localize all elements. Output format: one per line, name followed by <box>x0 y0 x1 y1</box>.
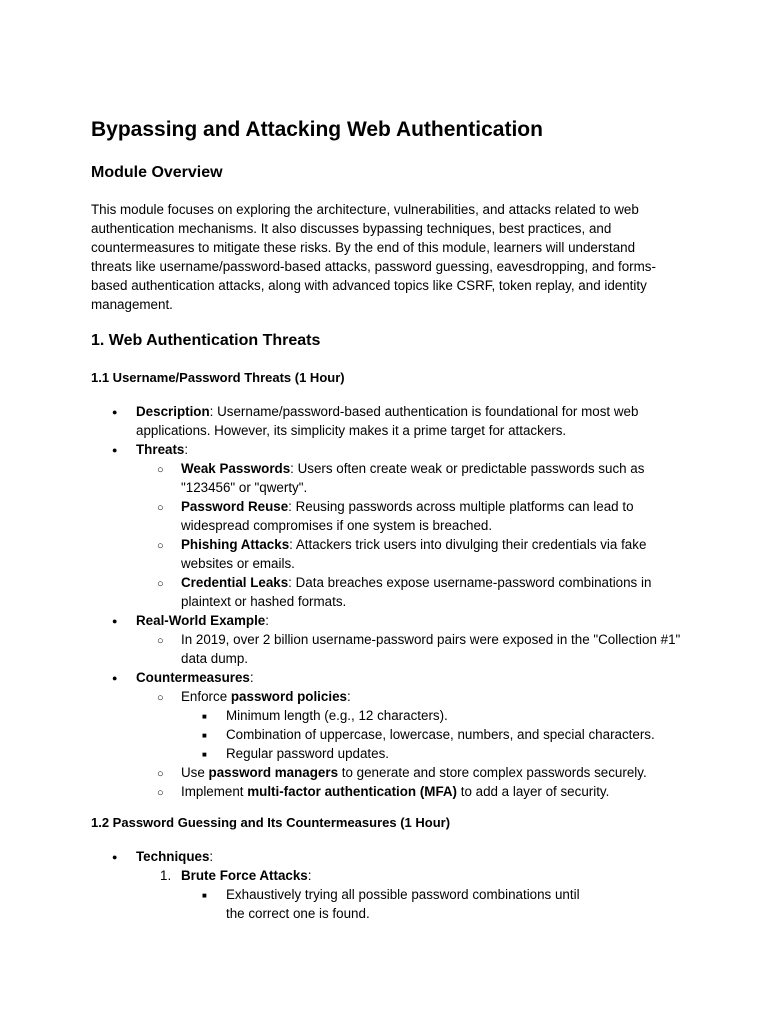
square-bullet-icon <box>202 744 207 765</box>
circle-bullet-icon <box>157 535 164 556</box>
list-item-brute-force: 1. Brute Force Attacks: <box>160 868 312 883</box>
square-bullet-icon <box>202 706 207 727</box>
list-item-policy: ■ Minimum length (e.g., 12 characters). <box>91 706 691 725</box>
list-item-description <box>91 402 691 440</box>
brute-force-label: Brute Force Attacks <box>181 868 308 883</box>
module-overview-heading: Module Overview <box>91 164 223 181</box>
circle-bullet-icon <box>157 630 164 651</box>
threat-text: : Data breaches expose username-password combinations in plaintext or hashed formats. <box>181 575 652 609</box>
countermeasures-label: Countermeasures <box>136 670 250 685</box>
circle-bullet-icon <box>157 497 164 518</box>
list-item-policy: ■ Combination of uppercase, lowercase, numbers, and special characters. <box>91 725 691 744</box>
document-title: Bypassing and Attacking Web Authentication <box>91 118 543 141</box>
circle-bullet-icon <box>157 782 164 803</box>
threats-label: Threats <box>136 442 185 457</box>
list-item-threats: ● Threats: <box>91 440 691 459</box>
threat-text: : Attackers trick users into divulging their credentials via fake websites or emails. <box>181 537 647 571</box>
threat-label: Credential Leaks <box>181 575 289 590</box>
list-item-threat <box>91 497 691 535</box>
bullet-icon <box>112 440 117 461</box>
circle-bullet-icon <box>157 763 164 784</box>
example-text: In 2019, over 2 billion username-password pairs were exposed in the "Collection #1" data dump. <box>181 632 681 666</box>
list-item-brute-force-detail: ■ Exhaustively trying all possible password combinations until the correct one is found. <box>91 885 691 923</box>
bullet-icon <box>112 847 117 868</box>
threat-text: : Users often create weak or predictable passwords such as "123456" or "qwerty". <box>181 461 645 495</box>
square-bullet-icon <box>202 725 207 746</box>
circle-bullet-icon <box>157 573 164 594</box>
module-overview-text: This module focuses on exploring the architecture, vulnerabilities, and attacks related to web authentication mechanisms. It also discusses bypassing techniques, best practices, and countermeasures to mitigate these risks. By the end of this module, learners will understand threats like username/password-based attacks, password guessing, eavesdropping, and forms-based authentication attacks, along with advanced topics like CSRF, token replay, and identity management. <box>91 202 656 312</box>
threat-label: Weak Passwords <box>181 461 291 476</box>
list-item-enforce: ○ Enforce password policies: <box>91 687 691 706</box>
subsection-1-2-heading: 1.2 Password Guessing and Its Countermeasures (1 Hour) <box>91 815 451 830</box>
list-item-policy: ■ Regular password updates. <box>91 744 691 763</box>
threat-label: Password Reuse <box>181 499 289 514</box>
threat-text: : Reusing passwords across multiple platforms can lead to widespread compromises if one system is breached. <box>181 499 634 533</box>
subsection-1-1-list <box>91 402 691 801</box>
techniques-label: Techniques <box>136 849 210 864</box>
list-number: 1. <box>160 868 172 883</box>
list-item-mfa: ○ Implement multi-factor authentication (MFA) to add a layer of security. <box>91 782 691 801</box>
example-label: Real-World Example <box>136 613 266 628</box>
section-1-heading: 1. Web Authentication Threats <box>91 332 321 349</box>
bullet-icon <box>112 668 117 689</box>
list-item-threat <box>91 573 691 611</box>
list-item-example <box>91 630 691 668</box>
bullet-icon <box>112 402 117 423</box>
circle-bullet-icon <box>157 459 164 480</box>
description-text: : Username/password-based authentication is foundational for most web applications. However, its simplicity makes it a prime target for attackers. <box>136 404 639 438</box>
list-item-password-managers: ○ Use password managers to generate and store complex passwords securely. <box>91 763 691 782</box>
circle-bullet-icon <box>157 687 164 708</box>
list-item-countermeasures: ● Countermeasures: <box>91 668 691 687</box>
description-label: Description <box>136 404 210 419</box>
threat-label: Phishing Attacks <box>181 537 290 552</box>
square-bullet-icon <box>202 885 207 906</box>
subsection-1-1-heading: 1.1 Username/Password Threats (1 Hour) <box>91 370 345 385</box>
list-item-techniques: ● Techniques: <box>91 847 691 866</box>
bullet-icon <box>112 611 117 632</box>
list-item-real-world-example: ● Real-World Example: <box>91 611 691 630</box>
list-item-threat <box>91 459 691 497</box>
subsection-1-2-list <box>91 847 691 923</box>
list-item-threat <box>91 535 691 573</box>
